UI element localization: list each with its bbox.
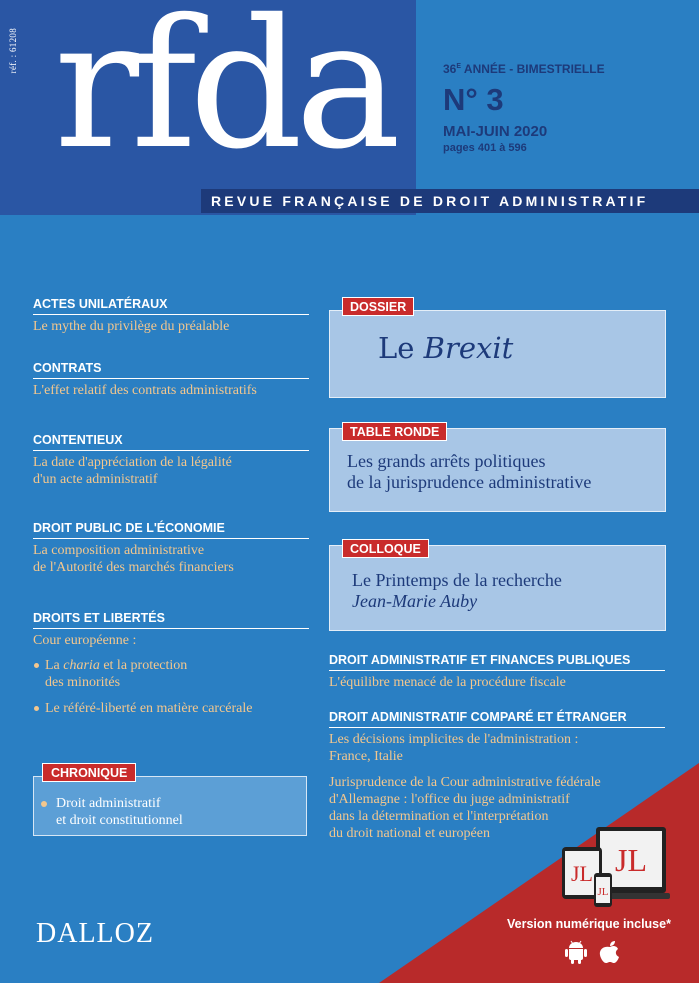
journal-subtitle: REVUE FRANÇAISE DE DROIT ADMINISTRATIF [201, 189, 699, 213]
dossier-tab: DOSSIER [342, 297, 414, 316]
section-text: La date d'appréciation de la légalité d'un acte administratif [33, 455, 232, 487]
section-heading: ACTES UNILATÉRAUX [33, 297, 309, 315]
section-text: Jurisprudence de la Cour administrative fédérale d'Allemagne : l'office du juge administratif dans la détermination et l'interprétation du droit national et européen [329, 775, 601, 841]
issue-info [443, 62, 605, 154]
android-icon [565, 940, 587, 964]
issue-date: MAI-JUIN 2020 [443, 123, 548, 140]
section-heading: DROITS ET LIBERTÉS [33, 611, 309, 629]
section-heading: CONTENTIEUX [33, 433, 309, 451]
apple-icon [599, 940, 621, 964]
section-intro: Cour européenne : [33, 633, 137, 648]
rfda-logo: rfda [54, 0, 394, 188]
section-heading: DROIT ADMINISTRATIF COMPARÉ ET ÉTRANGER [329, 710, 665, 728]
logo-block [0, 0, 416, 215]
table-ronde-tab: TABLE RONDE [342, 422, 447, 441]
colloque-tab: COLLOQUE [342, 539, 429, 558]
issue-year: $36^E$ ANNÉE - BIMESTRIELLE [443, 62, 605, 76]
section-droit-compare [329, 710, 665, 842]
section-heading: CONTRATS [33, 361, 309, 379]
section-contentieux [33, 433, 309, 488]
section-droit-public-economie [33, 521, 309, 576]
masthead [0, 0, 699, 215]
section-text: Les décisions implicites de l'administration : France, Italie [329, 732, 579, 764]
svg-text:JL: JL [597, 886, 609, 898]
section-heading: DROIT PUBLIC DE L'ÉCONOMIE [33, 521, 309, 539]
reference-number: réf. : 61208 [8, 28, 18, 74]
colloque-title: Le Printemps de la recherche Jean-Marie Auby [352, 570, 562, 611]
issue-pages: pages 401 à 596 [443, 142, 527, 154]
bullet-item: La charia et la protection des minorités [33, 657, 309, 691]
chronique-tab: CHRONIQUE [42, 763, 136, 782]
section-contrats [33, 361, 309, 399]
svg-text:JL: JL [571, 861, 593, 886]
section-text: L'équilibre menacé de la procédure fiscale [329, 675, 566, 690]
section-text: L'effet relatif des contrats administratifs [33, 383, 257, 398]
chronique-text: Droit administratif et droit constitutionnel [40, 795, 183, 829]
digital-version-note: Version numérique incluse* [507, 917, 671, 931]
section-heading: DROIT ADMINISTRATIF ET FINANCES PUBLIQUES [329, 653, 665, 671]
platform-icons [565, 940, 621, 970]
section-text: La composition administrative de l'Autorité des marchés financiers [33, 543, 234, 575]
section-text: Le mythe du privilège du préalable [33, 319, 230, 334]
svg-text:JL: JL [615, 842, 647, 878]
section-droits-libertes [33, 611, 309, 717]
devices-icon [560, 825, 670, 910]
table-ronde-title: Les grands arrêts politiques de la jurisprudence administrative [347, 451, 592, 492]
section-actes-unilateraux [33, 297, 309, 335]
dossier-title: Le Brexit [378, 331, 514, 365]
bullet-item: Le référé-liberté en matière carcérale [33, 700, 309, 717]
issue-number: N° 3 [443, 82, 504, 117]
section-finances-publiques [329, 653, 665, 691]
publisher-logo: DALLOZ [36, 918, 154, 949]
